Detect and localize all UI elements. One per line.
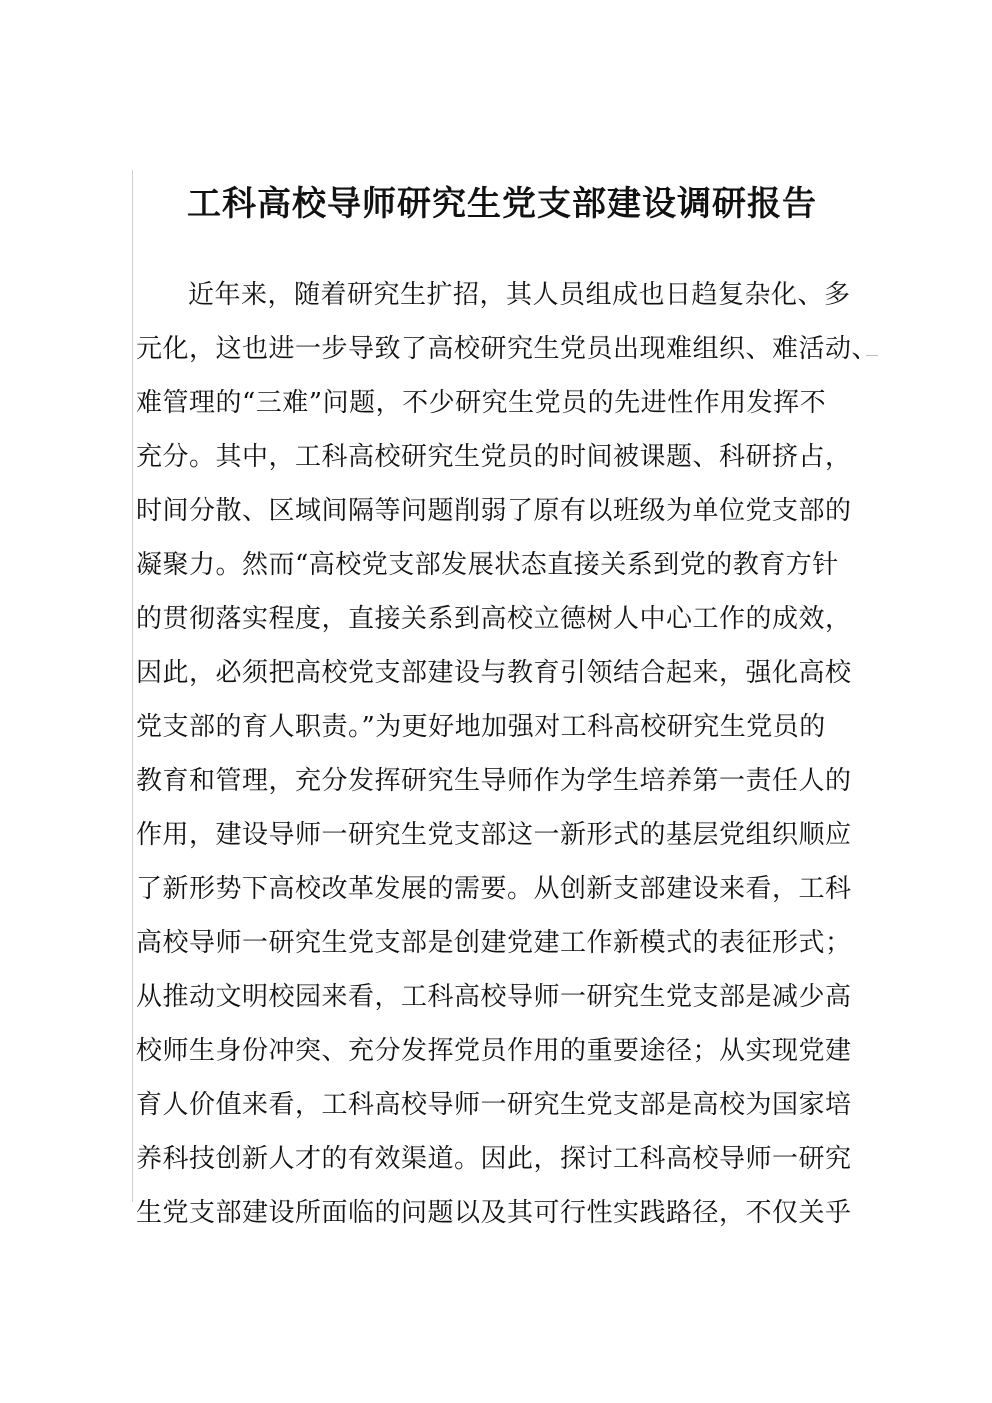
text-line: 因此，必须把高校党支部建设与教育引领结合起来，强化高校	[136, 658, 852, 688]
text-line: 育人价值来看，工科高校导师一研究生党支部是高校为国家培	[136, 1090, 852, 1120]
text-line: 从推动文明校园来看，工科高校导师一研究生党支部是减少高	[136, 982, 852, 1012]
text-line: 的贯彻落实程度，直接关系到高校立德树人中心工作的成效，	[136, 604, 852, 634]
text-line: 难管理的“三难”问题，不少研究生党员的先进性作用发挥不	[136, 388, 827, 418]
text-line: 充分。其中，工科高校研究生党员的时间被课题、科研挤占，	[136, 442, 852, 472]
text-line: 凝聚力。然而“高校党支部发展状态直接关系到党的教育方针	[136, 550, 839, 580]
text-line: 时间分散、区域间隔等问题削弱了原有以班级为单位党支部的	[136, 496, 852, 526]
text-line: 生党支部建设所面临的问题以及其可行性实践路径，不仅关乎	[136, 1198, 852, 1228]
text-line: 校师生身份冲突、充分发挥党员作用的重要途径；从实现党建	[136, 1036, 852, 1066]
document-title: 工科高校导师研究生党支部建设调研报告	[187, 184, 817, 224]
left-margin-line	[132, 170, 133, 1202]
text-line: 近年来，随着研究生扩招，其人员组成也日趋复杂化、多	[188, 280, 851, 310]
text-line: 了新形势下高校改革发展的需要。从创新支部建设来看，工科	[136, 874, 852, 904]
text-line: 教育和管理，充分发挥研究生导师作为学生培养第一责任人的	[136, 766, 852, 796]
body-paragraph	[136, 268, 879, 1240]
text-line: 养科技创新人才的有效渠道。因此，探讨工科高校导师一研究	[136, 1144, 852, 1174]
text-line: 党支部的育人职责。”为更好地加强对工科高校研究生党员的	[136, 712, 826, 742]
text-line: 高校导师一研究生党支部是创建党建工作新模式的表征形式；	[136, 928, 852, 958]
text-line: 作用，建设导师一研究生党支部这一新形式的基层党组织顺应	[136, 820, 852, 850]
text-line: 元化，这也进一步导致了高校研究生党员出现难组织、难活动、	[136, 334, 879, 364]
